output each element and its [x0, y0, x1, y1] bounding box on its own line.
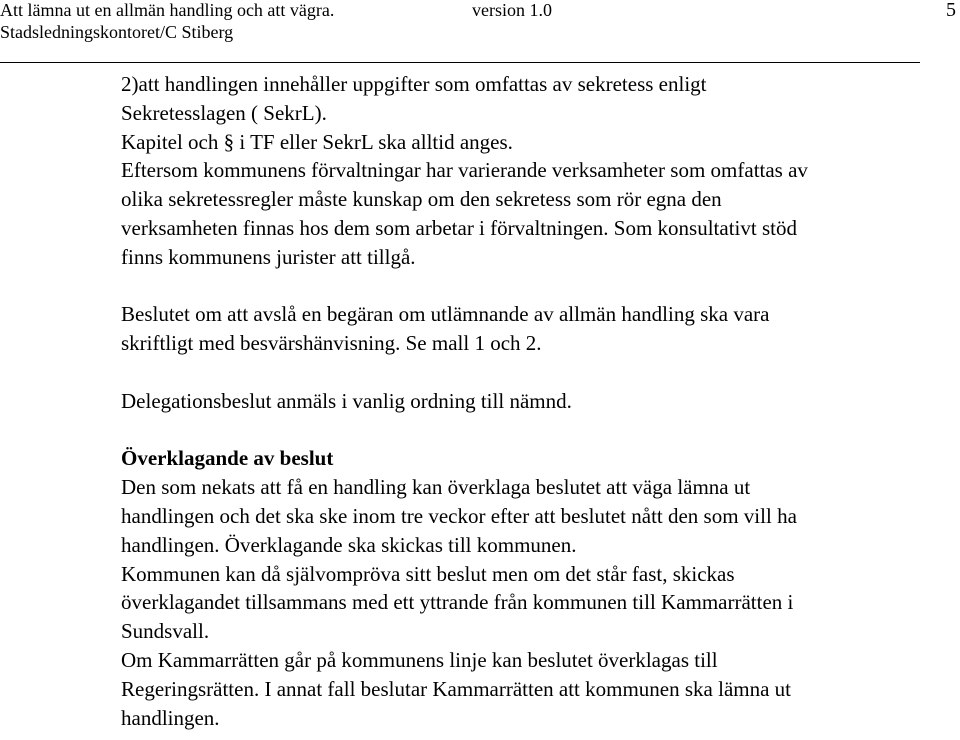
text-line: Eftersom kommunens förvaltningar har varierande verksamheter som omfattas av	[121, 158, 808, 183]
text-line: skriftligt med besvärshänvisning. Se mall 1 och 2.	[121, 331, 542, 356]
document-version: version 1.0	[472, 0, 552, 20]
text-line: handlingen.	[121, 705, 220, 730]
text-line: Sekretesslagen ( SekrL).	[121, 100, 327, 125]
section-heading: Överklagande av beslut	[121, 446, 334, 471]
text-line: handlingen. Överklagande ska skickas till kommunen.	[121, 532, 577, 557]
text-line: Kapitel och § i TF eller SekrL ska alltid anges.	[121, 129, 513, 154]
text-line: finns kommunens jurister att tillgå.	[121, 244, 416, 269]
text-line: verksamheten finnas hos dem som arbetar i förvaltningen. Som konsultativt stöd	[121, 215, 797, 240]
paragraph-decision	[121, 300, 951, 358]
text-line: Om Kammarrätten går på kommunens linje kan beslutet överklagas till	[121, 647, 718, 672]
page-number: 5	[946, 0, 956, 21]
text-line: Den som nekats att få en handling kan överklaga beslutet att väga lämna ut	[121, 475, 751, 500]
document-author: Stadsledningskontoret/C Stiberg	[0, 22, 234, 42]
text-line: 2)att handlingen innehåller uppgifter som omfattas av sekretess enligt	[121, 72, 707, 96]
paragraph-appeal	[121, 473, 951, 732]
text-line: överklagandet tillsammans med ett yttrande från kommunen till Kammarrätten i	[121, 590, 794, 615]
paragraph-secrecy	[121, 70, 951, 272]
document-title: Att lämna ut en allmän handling och att vägra.	[0, 0, 335, 20]
paragraph-delegation	[121, 387, 951, 416]
text-line: Regeringsrätten. I annat fall beslutar Kammarrätten att kommunen ska lämna ut	[121, 676, 792, 701]
text-line: Delegationsbeslut anmäls i vanlig ordning till nämnd.	[121, 388, 572, 413]
text-line: olika sekretessregler måste kunskap om den sekretess som rör egna den	[121, 187, 722, 212]
header-rule	[0, 62, 920, 63]
text-line: handlingen och det ska ske inom tre veckor efter att beslutet nått den som vill ha	[121, 503, 797, 528]
text-line: Sundsvall.	[121, 619, 210, 644]
text-line: Beslutet om att avslå en begäran om utlämnande av allmän handling ska vara	[121, 302, 770, 327]
text-line: Kommunen kan då självompröva sitt beslut men om det står fast, skickas	[121, 561, 735, 586]
spacer	[121, 272, 951, 301]
document-body	[121, 70, 951, 732]
page-header	[0, 0, 960, 60]
spacer	[121, 358, 951, 387]
spacer	[121, 416, 951, 445]
